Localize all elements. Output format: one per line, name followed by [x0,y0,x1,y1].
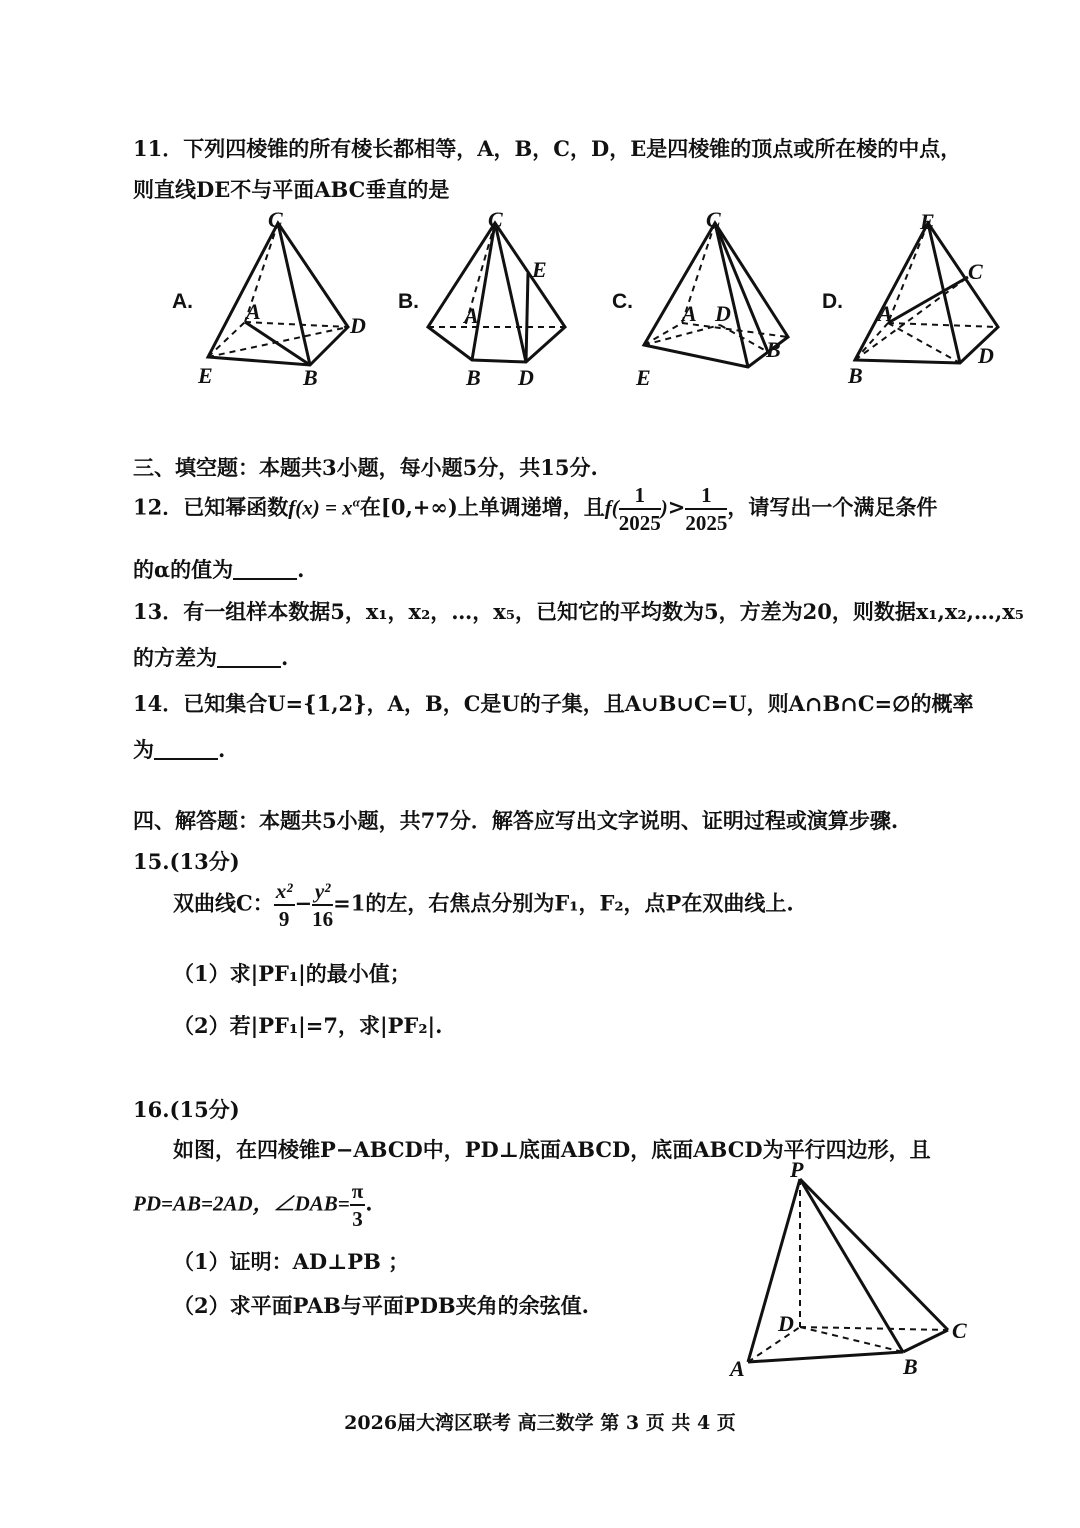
q12-frac-left-num: 1 [619,482,661,510]
q14-line2 [133,734,225,764]
q12-prefix: 12．已知幂函数 [133,494,289,520]
q13-line2 [133,642,288,672]
vertex-label-d: D [978,343,994,368]
q11-line1: 11．下列四棱锥的所有棱长都相等，A，B，C，D，E是四棱锥的顶点或所在棱的中点， [133,136,962,161]
page-footer: 2026届大湾区联考 高三数学 第 3 页 共 4 页 [344,1412,736,1434]
vertex-label-a: A [878,301,893,326]
figure-label-a: A [730,1356,745,1381]
q12-line2-text: 的α的值为 [133,557,234,582]
pyramid-c [635,207,788,390]
q12-frac-left [619,482,661,536]
q12-func: f(x) = x [288,495,353,520]
q15-intro: 双曲线C： [173,890,274,916]
q12-mid: 在[0,+∞)上单调递增，且 [359,494,605,520]
q12-line1 [133,482,937,536]
q16-part1: （1）证明：AD⊥PB ； [173,1249,410,1274]
q13-line2-text: 的方差为 [133,645,217,670]
q15-part1: （1）求|PF₁|的最小值； [173,961,411,986]
q13-answer-blank[interactable] [217,666,281,668]
vertex-label-c: C [706,207,721,232]
vertex-label-c: C [268,207,283,232]
vertex-label-c: C [488,207,503,232]
q11-line2: 则直线DE不与平面ABC垂直的是 [133,177,450,202]
q16-line2-pre: PD=AB=2AD，∠DAB= [133,1191,350,1216]
q15-frac-x [274,878,295,932]
vertex-label-a: A [682,301,697,326]
vertex-label-d: D [350,313,366,338]
q15-y-num: y² [312,878,333,906]
figure-label-p: P [790,1157,804,1182]
vertex-label-b: B [303,365,318,390]
vertex-label-d: D [715,301,731,326]
q12-frac-left-den: 2025 [618,511,661,535]
pyramid-d [847,209,998,388]
vertex-label-d: D [518,365,534,390]
section-3-title: 三、填空题：本题共3小题，每小题5分，共15分. [133,455,598,480]
q16-head: 16.(15分) [133,1097,240,1122]
q16-angle-den: 3 [352,1207,363,1231]
vertex-label-a: A [464,303,479,328]
figure-label-b: B [903,1354,918,1379]
q16-line1: 如图，在四棱锥P−ABCD中，PD⊥底面ABCD，底面ABCD为平行四边形，且 [173,1137,931,1162]
figure-label-c: C [952,1318,967,1343]
q12-answer-blank[interactable] [233,578,297,580]
q12-frac-right-num: 1 [685,482,727,510]
vertex-label-b: B [766,337,781,362]
q14-line2-end: . [218,737,226,762]
q11-figures [160,205,1020,405]
q13-line2-end: . [281,645,289,670]
q15-intro-line [173,878,794,932]
q13-line1: 13．有一组样本数据5，x₁，x₂，…，x₅，已知它的平均数为5，方差为20，则数据x₁,x₂,…,x₅ [133,599,1024,624]
q15-frac-y [312,878,333,932]
pyramid-a [197,207,366,390]
option-d-label: D. [822,290,843,313]
section-4-title: 四、解答题：本题共5小题，共77分．解答应写出文字说明、证明过程或演算步骤. [133,808,899,833]
q15-minus: − [294,890,313,916]
q15-head: 15.(13分) [133,849,240,874]
q15-rest: =1的左，右焦点分别为F₁，F₂，点P在双曲线上. [333,890,794,916]
q12-line2 [133,554,304,584]
q12-f-close: ) [660,495,668,520]
pyramid-b [428,207,565,390]
q16-angle-num: π [350,1178,366,1206]
q15-x-num: x² [274,878,295,906]
q14-answer-blank[interactable] [154,758,218,760]
vertex-label-e: E [636,365,651,390]
q12-line2-end: . [297,557,305,582]
q16-line2-end: . [365,1190,373,1216]
q15-x-den: 9 [278,907,290,931]
q12-frac-right-den: 2025 [685,511,728,535]
vertex-label-e: E [532,257,547,282]
option-a-label: A. [172,290,193,313]
figure-label-d: D [778,1311,794,1336]
q12-suffix: ，请写出一个满足条件 [727,494,938,520]
q16-angle-frac [350,1178,366,1232]
vertex-label-e: E [198,363,213,388]
q16-figure [720,1155,980,1390]
q14-line1: 14．已知集合U={1,2}，A，B，C是U的子集，且A∪B∪C=U，则A∩B∩C=∅的概率 [133,691,974,716]
q16-part2: （2）求平面PAB与平面PDB夹角的余弦值. [173,1293,589,1318]
q16-line2 [133,1178,373,1232]
vertex-label-a: A [246,299,261,324]
vertex-label-c: C [968,259,983,284]
vertex-label-b: B [848,363,863,388]
q12-func-exp: α [352,494,360,510]
q12-frac-right [685,482,727,536]
vertex-label-e: E [920,209,935,234]
option-c-label: C. [612,290,633,313]
q12-gt: > [667,494,686,520]
vertex-label-b: B [466,365,481,390]
q12-f-open: f( [604,495,619,520]
q15-y-den: 16 [312,907,334,931]
q15-part2: （2）若|PF₁|=7，求|PF₂|. [173,1013,443,1038]
q14-line2-text: 为 [133,737,154,762]
option-b-label: B. [398,290,419,313]
